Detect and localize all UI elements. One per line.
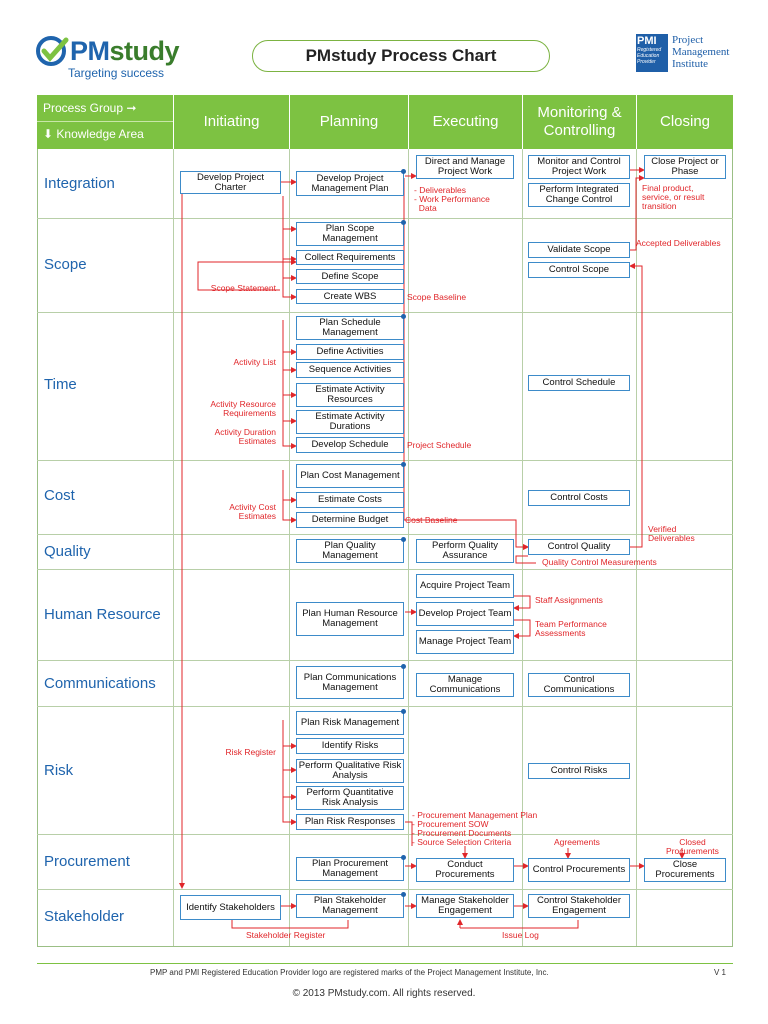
process-label: Plan Procurement Management (311, 858, 389, 879)
area-risk: Risk (44, 762, 74, 779)
output-label: Closed Procurements (666, 837, 719, 856)
process-box: Identify Stakeholders (180, 895, 281, 920)
process-box: Control Stakeholder Engagement (528, 894, 630, 918)
arrow-down-icon: ⬇ (43, 127, 54, 141)
process-box: Control Quality (528, 539, 630, 555)
pmi-line1: Project (672, 34, 704, 46)
output-label: Quality Control Measurements (542, 557, 657, 567)
area-procurement: Procurement (44, 853, 130, 870)
group-monitoring-controlling: Monitoring & Controlling (537, 104, 622, 139)
process-box: Estimate Activity Durations (296, 410, 404, 434)
area-cost: Cost (44, 487, 75, 504)
output-label: Stakeholder Register (246, 930, 326, 940)
process-label: Plan Schedule Management (319, 317, 381, 338)
output-label: Activity Resource Requirements (210, 399, 276, 418)
process-box (296, 857, 404, 881)
pmi-badge-big: PMI (637, 35, 657, 47)
output-label: Final product, service, or result transition (642, 183, 705, 211)
area-communications: Communications (44, 675, 156, 692)
process-box: Conduct Procurements (416, 858, 514, 882)
process-box (296, 711, 404, 735)
footer-version: V 1 (714, 968, 727, 977)
output-label: - Deliverables - Work Performance Data (414, 185, 490, 213)
output-label: - Procurement Management Plan - Procurement SOW - Procurement Documents - Source Selection Criteria (412, 810, 538, 847)
process-label: Plan Communications Management (303, 671, 397, 693)
process-label: Plan Stakeholder Management (313, 895, 387, 916)
logo-study: study (109, 36, 180, 66)
area-human-resource: Human Resource (44, 606, 161, 623)
footer-divider (37, 963, 733, 964)
output-label: Cost Baseline (405, 515, 458, 525)
process-box (296, 316, 404, 340)
knowledge-area-text: Knowledge Area (56, 127, 144, 141)
process-box: Perform Quality Assurance (416, 539, 514, 563)
process-dot-icon (401, 664, 406, 669)
process-box: Validate Scope (528, 242, 630, 258)
page-title: PMstudy Process Chart (252, 40, 550, 72)
area-quality: Quality (44, 543, 91, 560)
process-label: Develop Project Management Plan (311, 172, 389, 194)
area-time: Time (44, 376, 77, 393)
output-label: Project Schedule (407, 440, 472, 450)
process-box: Estimate Costs (296, 492, 404, 508)
group-executing: Executing (432, 113, 499, 130)
output-label: Activity Cost Estimates (229, 502, 276, 521)
process-box: Plan Human Resource Management (296, 602, 404, 636)
process-box: Control Costs (528, 490, 630, 506)
process-box (296, 222, 404, 246)
process-group-text: Process Group (43, 101, 124, 115)
process-dot-icon (401, 537, 406, 542)
process-dot-icon (401, 169, 406, 174)
process-box: Perform Qualitative Risk Analysis (296, 759, 404, 783)
process-box: Control Scope (528, 262, 630, 278)
process-box: Develop Schedule (296, 437, 404, 453)
footer-copyright: © 2013 PMstudy.com. All rights reserved. (292, 988, 476, 999)
area-scope: Scope (44, 256, 87, 273)
process-box: Close Project or Phase (644, 155, 726, 179)
process-box (296, 464, 404, 488)
process-box: Monitor and Control Project Work (528, 155, 630, 179)
process-label: Plan Quality Management (322, 540, 378, 561)
output-label: Activity Duration Estimates (214, 427, 276, 446)
logo-tagline: Targeting success (68, 66, 165, 80)
process-box: Perform Integrated Change Control (528, 183, 630, 207)
process-box: Manage Stakeholder Engagement (416, 894, 514, 918)
process-box: Acquire Project Team (416, 574, 514, 598)
footer-trademark-note: PMP and PMI Registered Education Provider logo are registered marks of the Project Management Institute, Inc. (150, 968, 549, 977)
process-box: Control Risks (528, 763, 630, 779)
process-box: Manage Project Team (416, 630, 514, 654)
output-label: Risk Register (225, 747, 276, 757)
area-integration: Integration (44, 175, 115, 192)
process-box (296, 171, 404, 196)
process-label: Plan Risk Management (300, 717, 400, 728)
pmi-badge-small: Registered Education Provider (637, 47, 662, 65)
output-label: Scope Baseline (407, 292, 467, 302)
pmi-line3: Institute (672, 58, 709, 70)
process-dot-icon (401, 855, 406, 860)
process-box: Determine Budget (296, 512, 404, 528)
process-box: Control Schedule (528, 375, 630, 391)
process-dot-icon (401, 314, 406, 319)
process-dot-icon (401, 709, 406, 714)
output-label: Agreements (554, 837, 600, 847)
process-box (296, 539, 404, 563)
process-box: Estimate Activity Resources (296, 383, 404, 407)
arrow-right-icon: ➞ (126, 101, 137, 115)
process-box: Perform Quantitative Risk Analysis (296, 786, 404, 810)
process-box: Plan Risk Responses (296, 814, 404, 830)
process-box: Identify Risks (296, 738, 404, 754)
output-label: Issue Log (502, 930, 539, 940)
process-box: Develop Project Team (416, 602, 514, 626)
process-box (296, 894, 404, 918)
process-box (296, 666, 404, 699)
logo-pm: PM (70, 36, 110, 66)
process-label: Plan Cost Management (300, 470, 400, 481)
area-stakeholder: Stakeholder (44, 908, 125, 925)
output-label: Verified Deliverables (648, 524, 695, 543)
process-box: Close Procurements (644, 858, 726, 882)
process-dot-icon (401, 220, 406, 225)
process-box: Sequence Activities (296, 362, 404, 378)
pmi-line2: Management (672, 46, 730, 58)
process-box: Define Activities (296, 344, 404, 360)
process-box: Collect Requirements (296, 250, 404, 265)
group-planning: Planning (319, 113, 379, 130)
process-dot-icon (401, 892, 406, 897)
group-closing: Closing (659, 113, 711, 130)
output-label: Scope Statement (210, 283, 276, 293)
group-initiating: Initiating (203, 113, 260, 130)
process-box: Define Scope (296, 269, 404, 284)
process-label: Plan Scope Management (322, 223, 378, 244)
process-box: Manage Communications (416, 673, 514, 697)
process-box: Create WBS (296, 289, 404, 304)
process-dot-icon (401, 462, 406, 467)
output-label: Team Performance Assessments (535, 619, 607, 638)
process-box: Develop Project Charter (180, 171, 281, 194)
output-label: Staff Assignments (535, 595, 603, 605)
process-box: Control Procurements (528, 858, 630, 882)
process-box: Control Communications (528, 673, 630, 697)
process-box: Direct and Manage Project Work (416, 155, 514, 179)
output-label: Accepted Deliverables (636, 238, 721, 248)
output-label: Activity List (233, 357, 276, 367)
